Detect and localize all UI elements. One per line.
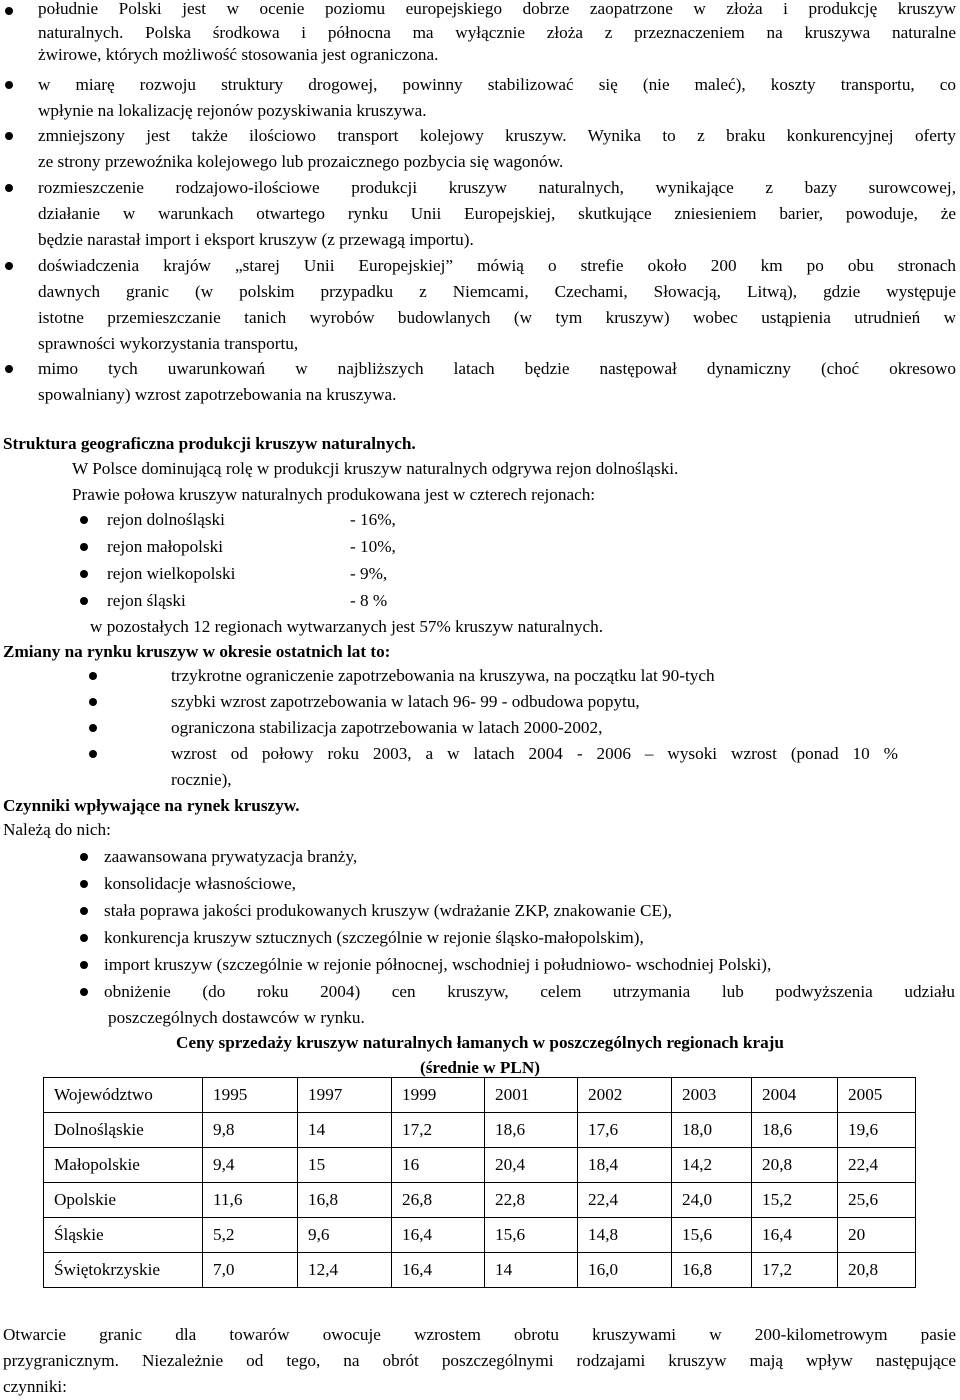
region-share: - 9%, <box>350 564 388 583</box>
intro-line: naturalnych. Polska środkowa i północna ma wyłącznie złoża z przeznaczeniem na kruszywa naturalne <box>38 23 956 42</box>
table-cell-price: 16,4 <box>752 1218 838 1253</box>
list-item: zaawansowana prywatyzacja branży, <box>104 847 358 866</box>
table-cell-price: 16 <box>392 1148 485 1183</box>
closing-paragraph-line: Otwarcie granic dla towarów owocuje wzrostem obrotu kruszywami w 200-kilometrowym pasie <box>3 1325 956 1344</box>
table-cell-price: 2003 <box>672 1078 752 1113</box>
table-cell-price: 15,2 <box>752 1183 838 1218</box>
bullet-text-line: spowalniany) wzrost zapotrzebowania na kruszywa. <box>38 385 397 404</box>
table-cell-price: 9,4 <box>203 1148 298 1183</box>
bullet-text-line: wpłynie na lokalizację rejonów pozyskiwania kruszywa. <box>38 101 427 120</box>
bullet-dot <box>5 81 13 89</box>
bullet-dot <box>80 907 88 915</box>
closing-paragraph-line: przygranicznym. Niezależnie od tego, na obrót poszczególnymi rodzajami kruszyw mają wpływ następujące <box>3 1351 956 1370</box>
bullet-dot <box>89 750 97 758</box>
bullet-text-line: doświadczenia krajów „starej Unii Europejskiej” mówią o strefie około 200 km po obu stronach <box>38 256 956 275</box>
intro-line: żwirowe, których możliwość stosowania jest ograniczona. <box>38 45 439 64</box>
table-cell-price: 15 <box>298 1148 392 1183</box>
table-cell-price: 2001 <box>485 1078 578 1113</box>
table-cell-price: 26,8 <box>392 1183 485 1218</box>
table-cell-price: 12,4 <box>298 1253 392 1288</box>
table-row <box>44 1253 916 1288</box>
bullet-dot <box>80 961 88 969</box>
table-cell-price: 5,2 <box>203 1218 298 1253</box>
list-item: wzrost od połowy roku 2003, a w latach 2004 - 2006 – wysoki wzrost (ponad 10 % <box>171 744 898 763</box>
table-cell-region: Opolskie <box>44 1183 203 1218</box>
bullet-text-line: sprawności wykorzystania transportu, <box>38 334 299 353</box>
table-cell-price: 14 <box>485 1253 578 1288</box>
table-cell-price: 16,4 <box>392 1218 485 1253</box>
region-name: rejon śląski <box>107 591 186 610</box>
paragraph: w pozostałych 12 regionach wytwarzanych jest 57% kruszyw naturalnych. <box>90 617 604 636</box>
paragraph: Prawie połowa kruszyw naturalnych produkowana jest w czterech rejonach: <box>72 485 596 504</box>
table-cell-price: 17,2 <box>392 1113 485 1148</box>
bullet-text-line: dawnych granic (w polskim przypadku z Niemcami, Czechami, Słowacją, Litwą), gdzie występuje <box>38 282 956 301</box>
list-item: konkurencja kruszyw sztucznych (szczególnie w rejonie śląsko-małopolskim), <box>104 928 644 947</box>
table-cell-region: Śląskie <box>44 1218 203 1253</box>
bullet-text-line: mimo tych uwarunkowań w najbliższych latach będzie następował dynamiczny (choć okresowo <box>38 359 956 378</box>
table-cell-price: 9,8 <box>203 1113 298 1148</box>
table-cell-price: 20,8 <box>752 1148 838 1183</box>
table-cell-price: 25,6 <box>838 1183 916 1218</box>
bullet-text-line: będzie narastał import i eksport kruszyw (z przewagą importu). <box>38 230 474 249</box>
section-heading-changes: Zmiany na rynku kruszyw w okresie ostatnich lat to: <box>3 642 391 661</box>
table-cell-price: 17,2 <box>752 1253 838 1288</box>
table-row <box>44 1113 916 1148</box>
list-item: rocznie), <box>171 770 232 789</box>
bullet-dot <box>80 597 88 605</box>
table-cell-price: 24,0 <box>672 1183 752 1218</box>
list-item: trzykrotne ograniczenie zapotrzebowania na kruszywa, na początku lat 90-tych <box>171 666 715 685</box>
list-item: obniżenie (do roku 2004) cen kruszyw, celem utrzymania lub podwyższenia udziału <box>104 982 955 1001</box>
table-cell-price: 11,6 <box>203 1183 298 1218</box>
table-subtitle: (średnie w PLN) <box>420 1058 540 1077</box>
table-cell-price: 16,8 <box>672 1253 752 1288</box>
table-cell-region: Województwo <box>44 1078 203 1113</box>
table-cell-price: 14 <box>298 1113 392 1148</box>
bullet-dot <box>5 132 13 140</box>
bullet-dot <box>89 698 97 706</box>
table-row <box>44 1218 916 1253</box>
list-item: stała poprawa jakości produkowanych kruszyw (wdrażanie ZKP, znakowanie CE), <box>104 901 672 920</box>
list-item: import kruszyw (szczególnie w rejonie północnej, wschodniej i południowo- wschodniej Polski), <box>104 955 772 974</box>
bullet-text-line: ze strony przewoźnika kolejowego lub prozaicznego pozbycia się wagonów. <box>38 152 564 171</box>
bullet-dot <box>80 570 88 578</box>
table-row <box>44 1183 916 1218</box>
paragraph: Należą do nich: <box>3 820 111 839</box>
bullet-dot <box>5 262 13 270</box>
table-cell-price: 1995 <box>203 1078 298 1113</box>
table-cell-price: 22,4 <box>838 1148 916 1183</box>
bullet-dot <box>5 365 13 373</box>
bullet-text-line: istotne przemieszczanie tanich wyrobów budowlanych (w tym kruszyw) wobec ustąpienia utrudnień w <box>38 308 956 327</box>
table-cell-price: 20,8 <box>838 1253 916 1288</box>
table-cell-price: 14,2 <box>672 1148 752 1183</box>
list-item: ograniczona stabilizacja zapotrzebowania w latach 2000-2002, <box>171 718 603 737</box>
table-cell-price: 19,6 <box>838 1113 916 1148</box>
bullet-dot <box>80 988 88 996</box>
table-cell-region: Dolnośląskie <box>44 1113 203 1148</box>
region-share: - 8 % <box>350 591 388 610</box>
table-cell-price: 1999 <box>392 1078 485 1113</box>
section-heading-geography: Struktura geograficzna produkcji kruszyw naturalnych. <box>3 434 416 453</box>
region-name: rejon dolnośląski <box>107 510 225 529</box>
table-title: Ceny sprzedaży kruszyw naturalnych łamanych w poszczególnych regionach kraju <box>176 1033 784 1052</box>
region-name: rejon wielkopolski <box>107 564 236 583</box>
table-cell-price: 16,4 <box>392 1253 485 1288</box>
table-header-row <box>44 1078 916 1113</box>
table-cell-price: 15,6 <box>485 1218 578 1253</box>
table-cell-price: 14,8 <box>578 1218 672 1253</box>
table-cell-region: Małopolskie <box>44 1148 203 1183</box>
region-share: - 16%, <box>350 510 396 529</box>
table-cell-price: 9,6 <box>298 1218 392 1253</box>
table-cell-price: 22,4 <box>578 1183 672 1218</box>
bullet-dot <box>5 184 13 192</box>
table-cell-price: 18,6 <box>485 1113 578 1148</box>
bullet-dot <box>80 543 88 551</box>
list-item: poszczególnych dostawców w rynku. <box>108 1008 365 1027</box>
table-cell-price: 2004 <box>752 1078 838 1113</box>
paragraph: W Polsce dominującą rolę w produkcji kruszyw naturalnych odgrywa rejon dolnośląski. <box>72 459 679 478</box>
list-item: szybki wzrost zapotrzebowania w latach 96- 99 - odbudowa popytu, <box>171 692 640 711</box>
table-cell-price: 18,0 <box>672 1113 752 1148</box>
closing-paragraph-line: czynniki: <box>3 1377 67 1396</box>
table-cell-price: 20 <box>838 1218 916 1253</box>
bullet-dot <box>80 934 88 942</box>
list-item: konsolidacje własnościowe, <box>104 874 296 893</box>
table-cell-price: 18,4 <box>578 1148 672 1183</box>
bullet-dot <box>80 880 88 888</box>
bullet-text-line: rozmieszczenie rodzajowo-ilościowe produkcji kruszyw naturalnych, wynikające z bazy surowcowej, <box>38 178 956 197</box>
table-cell-price: 1997 <box>298 1078 392 1113</box>
bullet-text-line: zmniejszony jest także ilościowo transport kolejowy kruszyw. Wynika to z braku konkurencyjnej oferty <box>38 126 956 145</box>
table-cell-price: 22,8 <box>485 1183 578 1218</box>
region-share: - 10%, <box>350 537 396 556</box>
table-cell-price: 7,0 <box>203 1253 298 1288</box>
bullet-dot <box>89 724 97 732</box>
bullet-text-line: w miarę rozwoju struktury drogowej, powinny stabilizować się (nie maleć), koszty transportu, co <box>38 75 956 94</box>
table-cell-price: 17,6 <box>578 1113 672 1148</box>
table-cell-price: 2005 <box>838 1078 916 1113</box>
table-cell-price: 15,6 <box>672 1218 752 1253</box>
region-name: rejon małopolski <box>107 537 223 556</box>
table-cell-price: 16,0 <box>578 1253 672 1288</box>
intro-line: południe Polski jest w ocenie poziomu europejskiego dobrze zaopatrzone w złoża i produkcję kruszyw <box>38 0 956 18</box>
bullet-text-line: działanie w warunkach otwartego rynku Unii Europejskiej, skutkujące zniesieniem barier, powoduje, że <box>38 204 956 223</box>
table-cell-price: 18,6 <box>752 1113 838 1148</box>
bullet-dot <box>80 853 88 861</box>
table-row <box>44 1148 916 1183</box>
table-cell-region: Świętokrzyskie <box>44 1253 203 1288</box>
table-cell-price: 16,8 <box>298 1183 392 1218</box>
price-table <box>43 1077 916 1288</box>
bullet-dot <box>5 7 13 15</box>
table-cell-price: 2002 <box>578 1078 672 1113</box>
section-heading-factors: Czynniki wpływające na rynek kruszyw. <box>3 796 300 815</box>
bullet-dot <box>80 516 88 524</box>
table-cell-price: 20,4 <box>485 1148 578 1183</box>
bullet-dot <box>89 672 97 680</box>
